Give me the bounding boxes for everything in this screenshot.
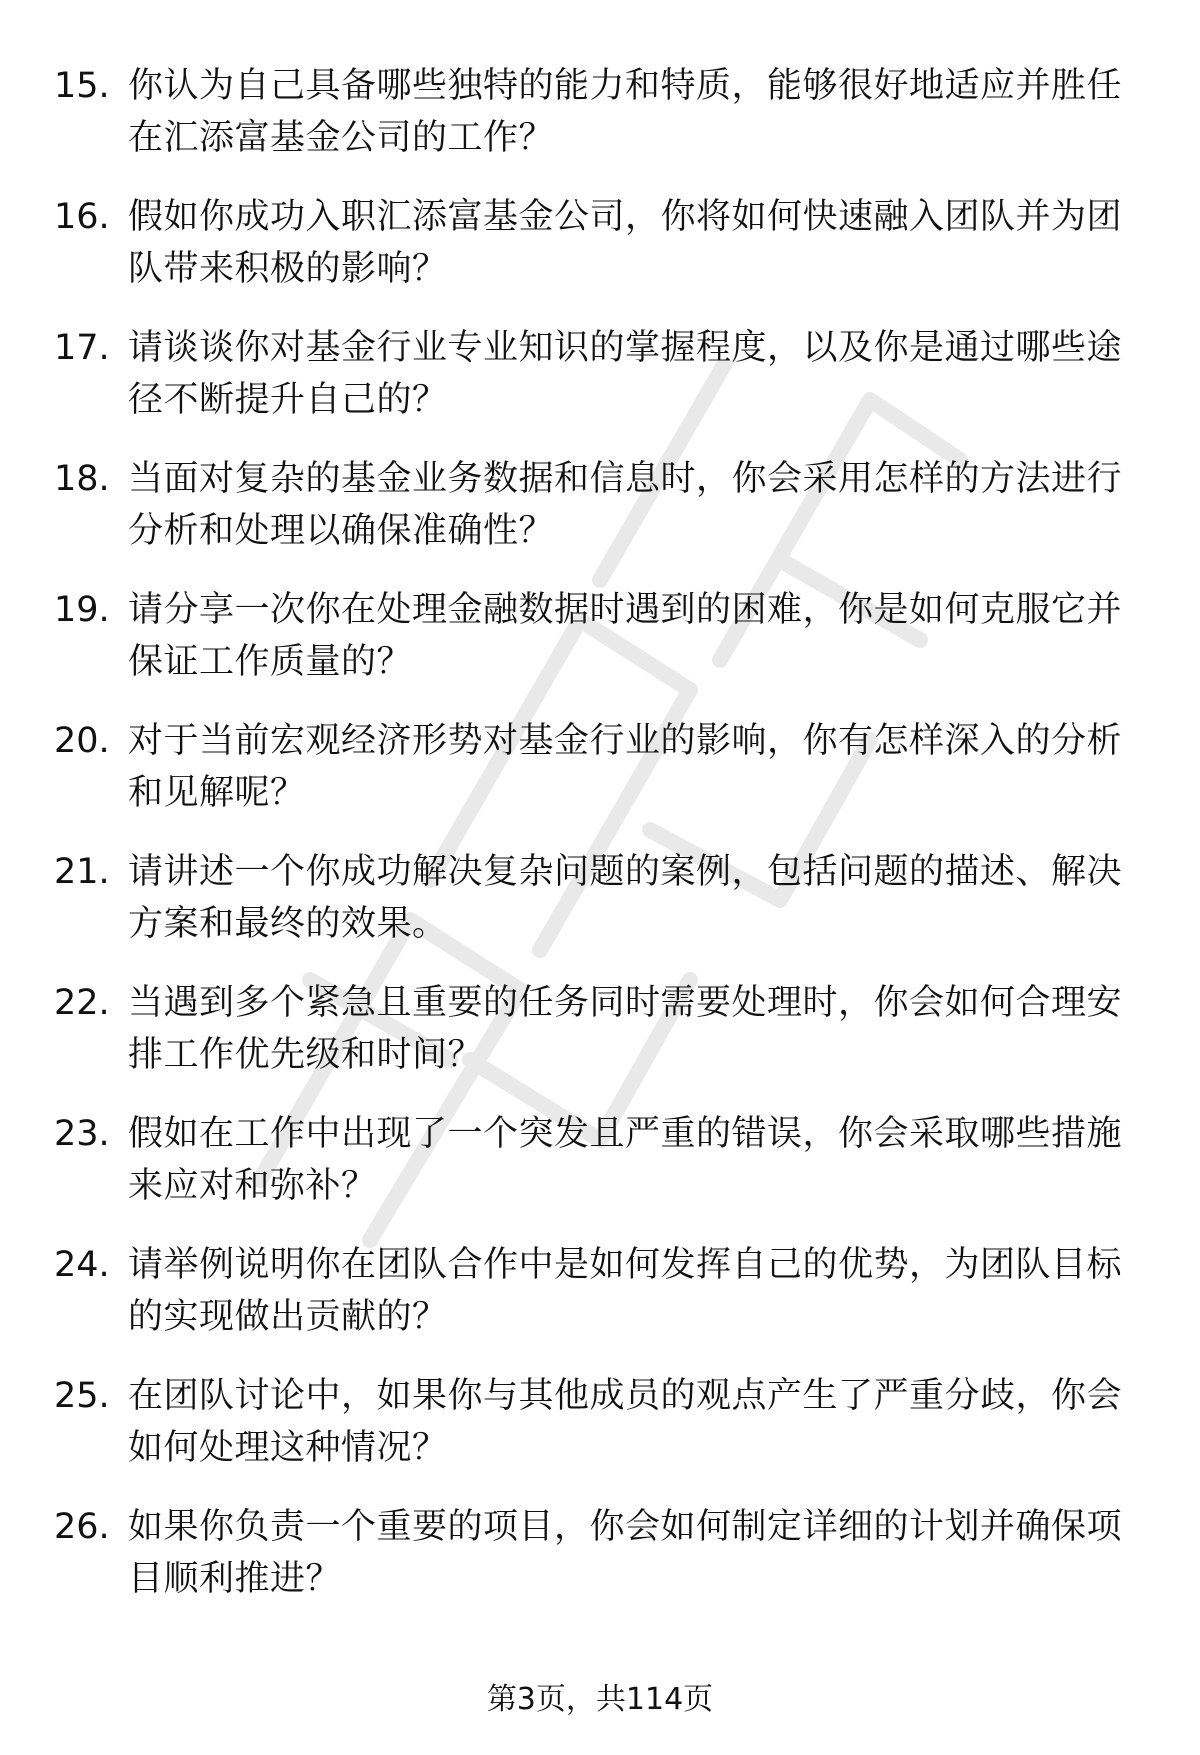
question-number: 26. (54, 1507, 110, 1547)
question-number: 19. (54, 590, 110, 630)
question-text: 假如你成功入职汇添富基金公司，你将如何快速融入团队并为团队带来积极的影响？ (128, 197, 1123, 289)
question-text: 请谈谈你对基金行业专业知识的掌握程度，以及你是通过哪些途径不断提升自己的？ (128, 328, 1123, 420)
question-number: 25. (54, 1376, 110, 1416)
question-item (54, 322, 1144, 453)
question-item (54, 977, 1144, 1108)
question-text: 你认为自己具备哪些独特的能力和特质，能够很好地适应并胜任在汇添富基金公司的工作？ (128, 66, 1123, 158)
question-item (54, 1501, 1144, 1632)
question-item (54, 191, 1144, 322)
question-number: 24. (54, 1245, 110, 1285)
question-text: 如果你负责一个重要的项目，你会如何制定详细的计划并确保项目顺利推进？ (128, 1507, 1123, 1599)
question-text: 当遇到多个紧急且重要的任务同时需要处理时，你会如何合理安排工作优先级和时间？ (128, 983, 1123, 1075)
question-number: 20. (54, 721, 110, 761)
question-number: 18. (54, 459, 110, 499)
question-item (54, 846, 1144, 977)
question-text: 请分享一次你在处理金融数据时遇到的困难，你是如何克服它并保证工作质量的？ (128, 590, 1123, 682)
question-text: 在团队讨论中，如果你与其他成员的观点产生了严重分歧，你会如何处理这种情况？ (128, 1376, 1123, 1468)
question-item (54, 584, 1144, 715)
question-number: 15. (54, 66, 110, 106)
question-number: 17. (54, 328, 110, 368)
question-item (54, 1370, 1144, 1501)
question-text: 假如在工作中出现了一个突发且严重的错误，你会采取哪些措施来应对和弥补？ (128, 1114, 1123, 1206)
question-text: 请讲述一个你成功解决复杂问题的案例，包括问题的描述、解决方案和最终的效果。 (128, 852, 1123, 944)
question-item (54, 1239, 1144, 1370)
page-number-footer: 第3页，共114页 (486, 1682, 714, 1717)
question-item (54, 60, 1144, 191)
question-list (54, 60, 1144, 1632)
question-text: 当面对复杂的基金业务数据和信息时，你会采用怎样的方法进行分析和处理以确保准确性？ (128, 459, 1123, 551)
question-number: 21. (54, 852, 110, 892)
question-number: 16. (54, 197, 110, 237)
question-item (54, 453, 1144, 584)
question-item (54, 715, 1144, 846)
question-text: 请举例说明你在团队合作中是如何发挥自己的优势，为团队目标的实现做出贡献的？ (128, 1245, 1123, 1337)
question-text: 对于当前宏观经济形势对基金行业的影响，你有怎样深入的分析和见解呢？ (128, 721, 1123, 813)
question-item (54, 1108, 1144, 1239)
question-number: 22. (54, 983, 110, 1023)
question-number: 23. (54, 1114, 110, 1154)
